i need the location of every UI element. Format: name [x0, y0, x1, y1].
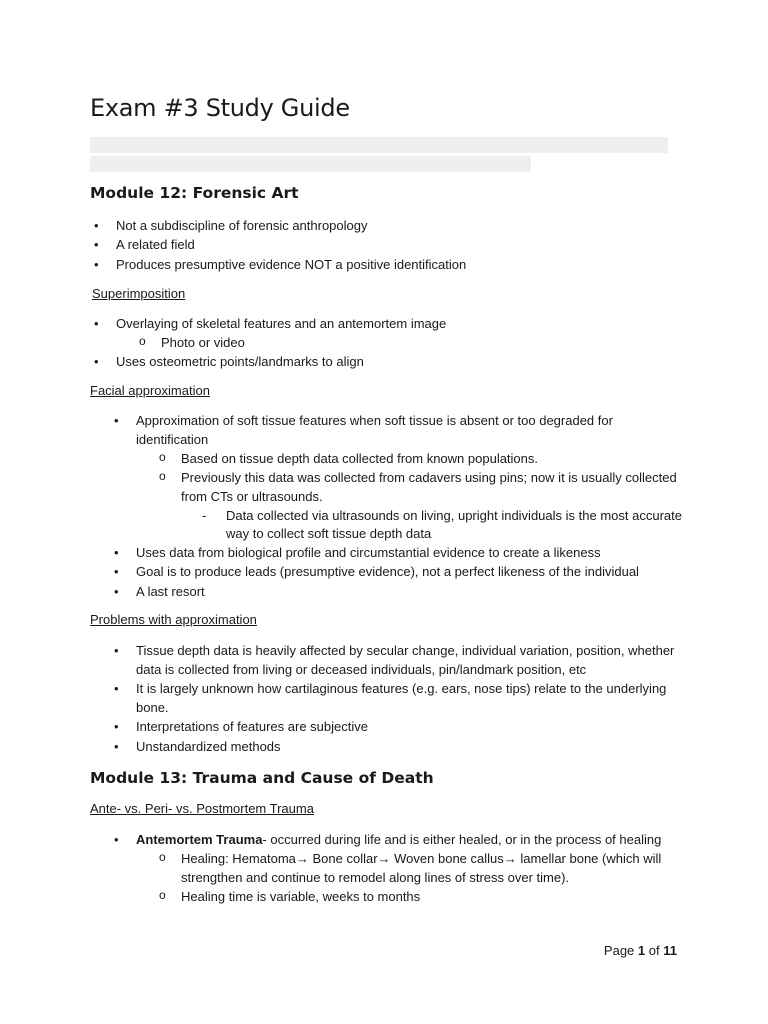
list-item: o Photo or video: [161, 333, 245, 352]
list-item-continuation: identification: [136, 432, 209, 447]
list-item: [136, 830, 661, 849]
page-label: Page: [603, 943, 635, 958]
list-item-continuation: way to collect soft tissue depth data: [226, 526, 432, 541]
list-item: • Goal is to produce leads (presumptive evidence), not a perfect likeness of the individual: [136, 562, 639, 581]
list-item: • A last resort: [136, 582, 205, 601]
list-item: • Not a subdiscipline of forensic anthropology: [116, 216, 367, 235]
module-13-heading: Module 13: Trauma and Cause of Death: [90, 769, 434, 787]
list-item: • Unstandardized methods: [136, 737, 281, 756]
subheading-superimposition: Superimposition: [92, 286, 186, 301]
page-total: 11: [663, 943, 677, 958]
antemortem-trauma-term: Antemortem Trauma: [136, 832, 263, 847]
list-item: • It is largely unknown how cartilaginous features (e.g. ears, nose tips) relate to the underlying: [136, 679, 666, 698]
list-item: o Based on tissue depth data collected from known populations.: [181, 449, 538, 468]
list-item-continuation: from CTs or ultrasounds.: [181, 489, 323, 504]
module-12-heading: Module 12: Forensic Art: [90, 184, 299, 202]
list-item: • Uses osteometric points/landmarks to align: [116, 352, 364, 371]
list-item: • Produces presumptive evidence NOT a positive identification: [116, 255, 466, 274]
list-item-continuation: strengthen and continue to remodel along lines of stress over time).: [181, 870, 570, 885]
redacted-line: [90, 156, 531, 172]
list-item: o Healing: Hematoma→ Bone collar→ Woven bone callus→ lamellar bone (which will: [181, 849, 661, 868]
subheading-problems: Problems with approximation: [90, 612, 257, 627]
list-item: • Approximation of soft tissue features when soft tissue is absent or too degraded for: [136, 411, 613, 430]
list-item: • Uses data from biological profile and circumstantial evidence to create a likeness: [136, 543, 601, 562]
list-item: • Interpretations of features are subjective: [136, 717, 368, 736]
antemortem-trauma-definition: - occurred during life and is either healed, or in the process of healing: [262, 832, 662, 847]
list-item: - Data collected via ultrasounds on living, upright individuals is the most accurate: [226, 506, 682, 525]
list-item: o Previously this data was collected from cadavers using pins; now it is usually collected: [181, 468, 677, 487]
page-number: 1: [637, 943, 646, 958]
list-item: o Healing time is variable, weeks to months: [181, 887, 420, 906]
subheading-trauma-timing: Ante- vs. Peri- vs. Postmortem Trauma: [90, 801, 314, 816]
list-item: • Overlaying of skeletal features and an antemortem image: [116, 314, 446, 333]
subheading-facial-approximation: Facial approximation: [90, 383, 210, 398]
list-item-continuation: bone.: [136, 700, 169, 715]
page-title: Exam #3 Study Guide: [90, 94, 350, 122]
page-footer: [604, 943, 677, 958]
list-item: • A related field: [116, 235, 195, 254]
redacted-line: [90, 137, 668, 153]
list-item: • Tissue depth data is heavily affected by secular change, individual variation, position, whether: [136, 641, 674, 660]
of-label: of: [648, 943, 660, 958]
list-item-continuation: data is collected from living or deceased individuals, pin/landmark position, etc: [136, 662, 587, 677]
